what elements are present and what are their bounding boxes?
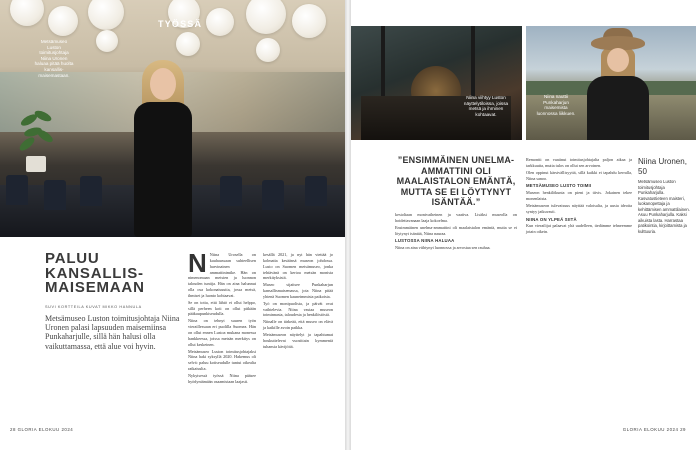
photo-caption: Niina nauttii Punkaharjun maisemista luonnossa liikkuen. (536, 94, 576, 116)
profile-box (638, 157, 690, 234)
pendant-lamp (246, 0, 286, 34)
chair (6, 175, 28, 205)
subheading: LUSTOSSA NIINA HALUAA (395, 238, 455, 244)
main-photo (0, 0, 345, 237)
profile-name: Niina Uronen, 50 (638, 157, 687, 176)
section-label: TYÖSSÄ (158, 19, 203, 29)
body-column-4: Remontti on vaatinut toimitusjohtajalta paljon aikaa ja tarkkuutta, mutta tulos on ollut sen arvoinen. Olen oppinut kärsivällisyyttä, sillä kaikki ei tapahdu kerralla, Niina sanoo. METSÄMUSEO LUSTO TOIMII Museon henkilökunta on pieni ja tiivis. Jokainen tekee monenlaista. Metsämuseon tulevaisuus näyttää valoisalta, ja uusia ideoita syntyy jatkuvasti. NIINA ON YLPEÄ SIITÄ Kun vierailijat palaavat yhä uudelleen, tiedämme tehneemme jotain oikein. (526, 157, 632, 235)
left-page (0, 0, 345, 450)
chair (80, 176, 102, 206)
pendant-lamp (96, 30, 118, 52)
museum-interior-photo (351, 26, 522, 140)
subheading: METSÄMUSEO LUSTO TOIMII (526, 183, 592, 189)
folio-left: 28 GLORIA ELOKUU 2024 (10, 427, 74, 432)
pendant-lamp (176, 32, 200, 56)
photo-caption: Niina viihtyy Luston näyttelytiloissa, joissa metsä ja ihminen kohtaavat. (463, 95, 509, 117)
portrait-figure-hat (583, 36, 653, 140)
potted-plant (16, 112, 56, 172)
chair (220, 176, 242, 206)
folio-right: GLORIA ELOKUU 2024 29 (622, 427, 686, 432)
body-column-1: N Niina Urosella on kauhaussaan suhteellisen harvinainen ammattinimike. Hän on nimenomaan metsien ja luonnon talouden tuntija. Hän on aina halunnut olla osa kokonaisuutta, jossa metsä, ihmiset ja luonto kohtaavat. Se on totta, että lähtö ei ollut helppo, sillä perheen koti on ollut pitkään pääkaupunkiseudulla. Niina on tehnyt suuren työn vieraillessaan eri puolilla Suomea. Hän on ollut ennen Lustoa mukana monessa hankkeessa, joissa metsän merkitys on ollut keskeinen. Metsämuseo Luston toimitusjohtajaksi Niina haki syksyllä 2020. Hakemus oli selvä: paluu kotiseudulle tuntui oikealta ratkaisulta. Nykyisessä työssä Niina pääsee hyödyntämään osaamistaan laajasti. (188, 248, 256, 384)
photo-caption: Metsämuseo Luston toimitusjohtaja Niina Uronen haluaa pitää huolta kansallis-maisemastaan. (34, 39, 74, 78)
pendant-lamp (88, 0, 124, 30)
profile-description: Metsämuseo Luston toimitusjohtaja Punkaharjulla. Kasvatustieteen maisteri, luokanopettaja ja kehittämisen ammattilainen. Asuu Punkaharjulla. Kaksi aikuista lasta. Harrastaa patikointia, kirjoittamista ja kulttuuria. (638, 179, 690, 234)
pendant-lamp (10, 0, 44, 26)
chair (44, 180, 66, 210)
portrait-figure (128, 60, 198, 237)
chair (305, 176, 327, 206)
byline: SUVI KORTTEILA KUVAT MIKKO HANNULA (45, 305, 142, 309)
right-page (351, 0, 696, 450)
headline: PALUU KANSALLIS- MAISEMAAN (45, 250, 145, 296)
pendant-lamp (256, 38, 280, 62)
lead-paragraph: Metsämuseo Luston toimitusjohtaja Niina Uronen palasi lapsuuden maisemiinsa Punkaharjulle, sillä hän halusi olla vaikuttamassa, että alue voi hyvin. (45, 314, 180, 351)
subheading: NIINA ON YLPEÄ SIITÄ (526, 216, 577, 222)
body-column-3: kestoltaan monivaiheinen ja vaativa. Lisäksi museolla on hoidettavanaan laaja kokoelma. Ensimmäinen unelma-ammattini oli maalaistalon emäntä, mutta se ei löytynyt isäntää, Niina nauraa. LUSTOSSA NIINA HALUAA Niina on aina viihtynyt luonnossa ja arvostaa sen rauhaa. (395, 212, 517, 251)
pendant-lamp (48, 6, 78, 36)
body-column-2: kesällä 2021, ja nyt hän viettää jo kolmatta kesäänsä museon johdossa. Lusto on Suomen metsämuseo, jonka tehtävänä on kertoa metsän monista merkityksistä. Museo sijaitsee Punkaharjun kansallismaisemassa, jota Niina pitää yhtenä Suomen kauneimmista paikoista. Työ on monipuolista, ja päivät ovat vaihtelevia. Niina vastaa museon toiminnasta, taloudesta ja henkilöstöstä. Niinalle on tärkeää, että museo on elävä ja kaikille avoin paikka. Metsämuseon näyttelyt ja tapahtumat houkuttelevat vuosittain kymmeniä tuhansia kävijöitä. (263, 252, 333, 349)
chair (262, 180, 284, 210)
pendant-lamp (206, 8, 234, 36)
dropcap: N (188, 248, 207, 278)
pendant-lamp (292, 4, 326, 38)
pull-quote: ”ENSIMMÄINEN UNELMA-AMMATTINI OLI MAALAISTALON EMÄNTÄ, MUTTA SE EI LÖYTYNYT ISÄNTÄÄ.” (396, 155, 516, 207)
